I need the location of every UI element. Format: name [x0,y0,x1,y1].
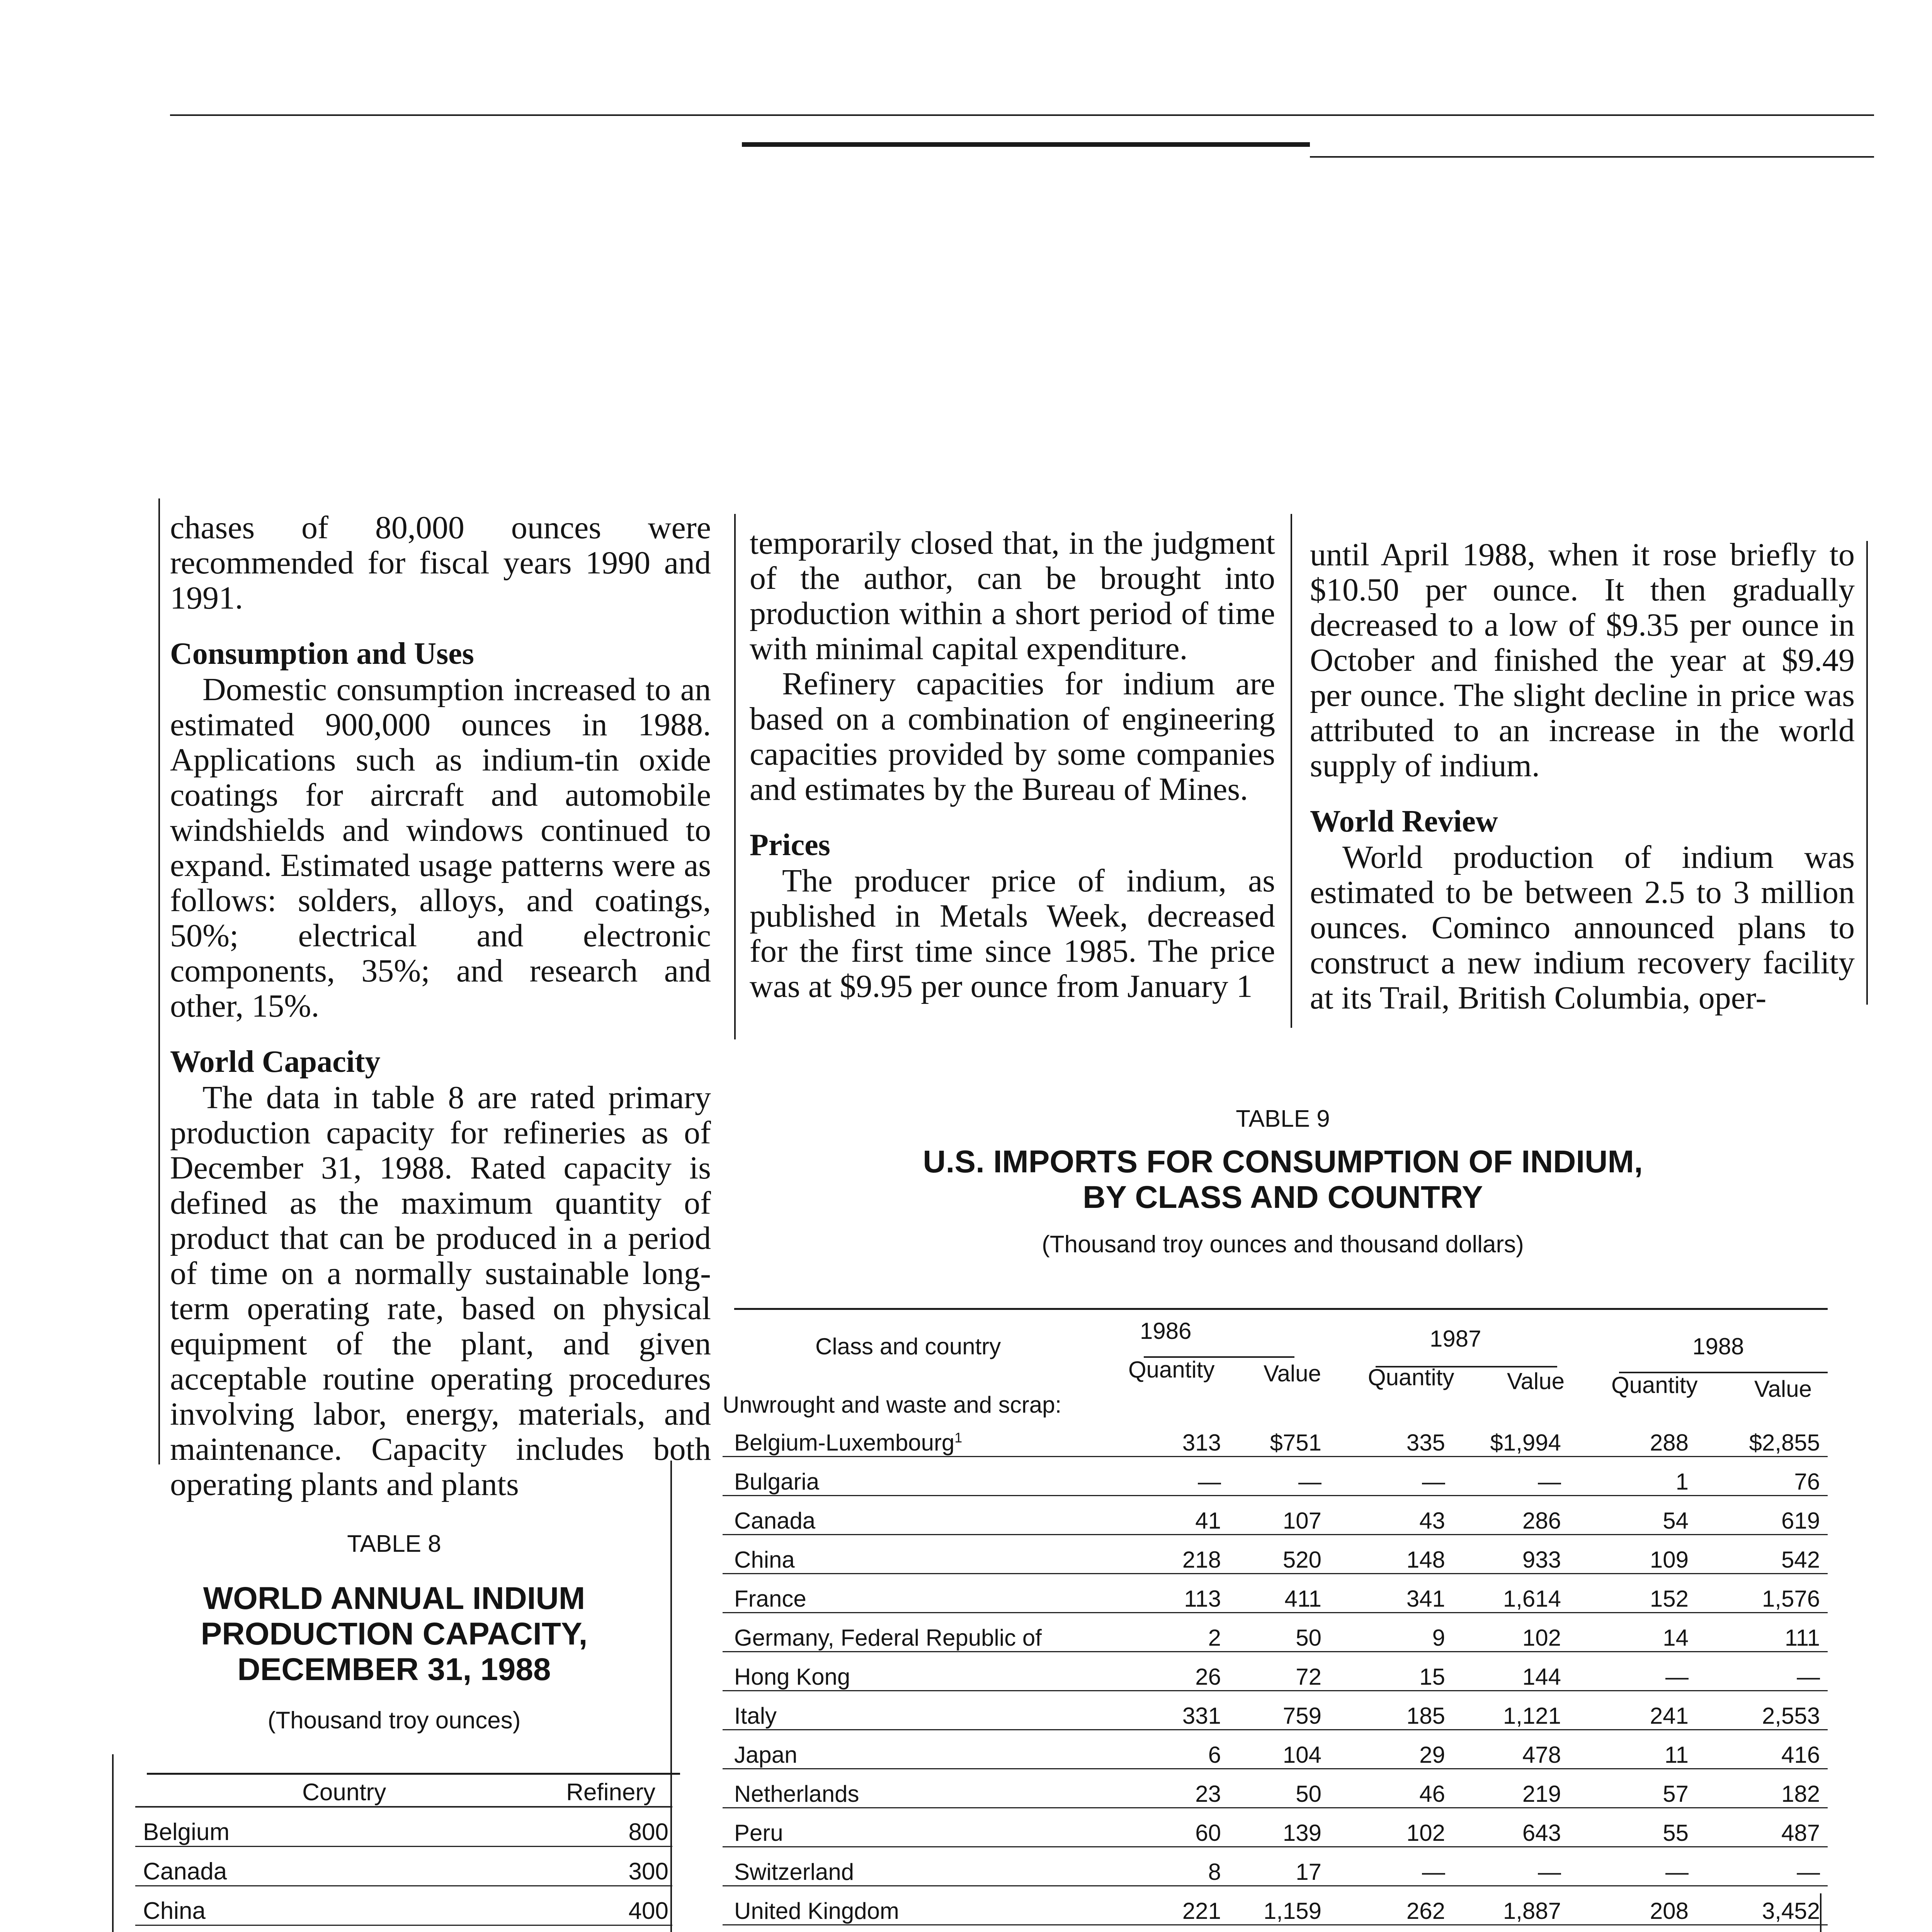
cell-value: 185 [1329,1691,1453,1730]
cell-value: 416 [1696,1730,1828,1769]
cell-value [1569,1925,1696,1932]
paragraph: Domestic consumption increased to an estimated 900,000 ounces in 1988. Applications such as indium-tin oxide coatings for aircraft and automobile windshields and windows continued to expand. Estimated usage patterns were as follows: solders, alloys, and coatings, 50%; electrical and electronic components, 35%; and research and other, 15%. [170,672,711,1024]
table-title-line: BY CLASS AND COUNTRY [1083,1180,1483,1215]
table-row [723,1691,1828,1730]
cell-country: Hong Kong [723,1652,1109,1691]
cell-value: 54 [1569,1496,1696,1535]
column-divider-right [1866,541,1868,1005]
cell-value: 262 [1329,1886,1453,1925]
cell-value: 8 [1109,1847,1229,1886]
cell-value: 139 [1229,1808,1329,1847]
cell-value: 218 [1109,1535,1229,1574]
column-header-class-country: Class and country [815,1333,1001,1359]
cell-value: 11 [1569,1730,1696,1769]
cell-refinery: 800 [545,1807,672,1847]
cell-value: 113 [1109,1574,1229,1613]
cell-country [723,1418,1109,1457]
table-title [128,1581,661,1687]
table-caption: TABLE 9 [1236,1105,1330,1132]
cell-value: 1,159 [1229,1886,1329,1925]
table-unit: (Thousand troy ounces) [267,1707,521,1734]
column-divider-bottom-left [112,1754,114,1932]
cell-value: 55 [1569,1808,1696,1847]
cell-country: Bulgaria [723,1457,1109,1496]
cell-value: 341 [1329,1574,1453,1613]
cell-value: — [1696,1847,1828,1886]
cell-value: 14 [1569,1613,1696,1652]
cell-value: 520 [1229,1535,1329,1574]
cell-value: 41 [1109,1496,1229,1535]
cell-value [1453,1925,1569,1932]
cell-value: 643 [1453,1808,1569,1847]
cell-country: Germany, Federal Republic of [723,1613,1109,1652]
cell-value: 1 [1569,1457,1696,1496]
cell-value [1229,1925,1329,1932]
table-row [723,1535,1828,1574]
section-heading: World Review [1310,804,1498,838]
cell-value [1109,1925,1229,1932]
cell-value: — [1453,1847,1569,1886]
cell-value: 1,614 [1453,1574,1569,1613]
group-label-unwrought: Unwrought and waste and scrap: [723,1392,1062,1418]
year-1986: 1986 [1140,1318,1192,1344]
column-header-value: Value [1754,1376,1812,1402]
cell-value [1696,1925,1828,1932]
cell-value: — [1329,1847,1453,1886]
cell-value: 219 [1453,1769,1569,1808]
cell-value: 933 [1453,1535,1569,1574]
cell-value: 2 [1109,1613,1229,1652]
column-header-refinery: Refinery [545,1776,672,1807]
header-rule-right [1310,156,1874,158]
cell-value: 102 [1453,1613,1569,1652]
text-column-2 [750,526,1275,1004]
cell-value: 208 [1569,1886,1696,1925]
text-column-3 [1310,537,1855,1015]
table-row [723,1574,1828,1613]
cell-value: 107 [1229,1496,1329,1535]
cell-value: — [1229,1457,1329,1496]
cell-value: 109 [1569,1535,1696,1574]
cell-value: — [1569,1652,1696,1691]
cell-value: 331 [1109,1691,1229,1730]
header-rule-thick [742,142,1310,147]
cell-value: 759 [1229,1691,1329,1730]
table-row [723,1652,1828,1691]
cell-country: Switzerland [723,1847,1109,1886]
cell-value: — [1453,1457,1569,1496]
cell-value: $751 [1229,1418,1329,1457]
cell-value: 335 [1329,1418,1453,1457]
table-row [135,1925,672,1932]
country-name: Belgium-Luxembourg [734,1430,955,1456]
cell-value: 72 [1229,1652,1329,1691]
cell-value: 3,452 [1696,1886,1828,1925]
cell-value: 76 [1696,1457,1828,1496]
paragraph: temporarily closed that, in the judgment of the author, can be brought into production within a short period of time with minimal capital expenditure. [750,525,1275,667]
section-heading: World Capacity [170,1045,381,1079]
cell-value: 1,121 [1453,1691,1569,1730]
column-divider-1 [734,514,736,1039]
cell-refinery: 400 [545,1886,672,1925]
table-row [723,1613,1828,1652]
table-8 [135,1776,672,1932]
cell-country: Canada [723,1496,1109,1535]
paragraph: The data in table 8 are rated primary production capacity for refineries as of December 31, 1988. Rated capacity is defined as the maximum quantity of product that can be produced in a period of time on a normally sustainable long-term operating rate, based on physical equipment of the plant, and given acceptable routine operating procedures involving labor, energy, materials, and maintenance. Capacity includes both operating plants and plants [170,1080,711,1502]
column-header-country: Country [135,1776,545,1807]
table-unit: (Thousand troy ounces and thousand dollars) [1042,1231,1524,1258]
table-8-top-rule [147,1773,680,1775]
cell-value: 26 [1109,1652,1229,1691]
cell-value: 104 [1229,1730,1329,1769]
table-9 [723,1391,1828,1932]
cell-value: 542 [1696,1535,1828,1574]
column-header-quantity: Quantity [1611,1372,1698,1398]
cell-value: 50 [1229,1769,1329,1808]
cell-country: Netherlands [723,1769,1109,1808]
cell-country: Italy [723,1691,1109,1730]
paragraph: The producer price of indium, as published in Metals Week, decreased for the first time since 1985. The price was at $9.95 per ounce from January 1 [750,863,1275,1004]
cell-value: — [1109,1457,1229,1496]
table-title [734,1144,1832,1215]
text-column-1 [170,510,711,1502]
cell-country: Japan [723,1730,1109,1769]
table-row [723,1496,1828,1535]
cell-refinery: 300 [545,1847,672,1886]
cell-value: $1,994 [1453,1418,1569,1457]
cell-value: 9 [1329,1613,1453,1652]
cell-value: 144 [1453,1652,1569,1691]
year-1988: 1988 [1692,1333,1744,1359]
table-header-row [135,1776,672,1807]
table-title-line: DECEMBER 31, 1988 [237,1652,551,1687]
cell-value: 2,553 [1696,1691,1828,1730]
table-row [723,1847,1828,1886]
cell-refinery [545,1925,672,1932]
column-header-quantity: Quantity [1128,1357,1215,1383]
cell-value: 288 [1569,1418,1696,1457]
cell-value: 619 [1696,1496,1828,1535]
table-title-line: U.S. IMPORTS FOR CONSUMPTION OF INDIUM, [923,1144,1643,1179]
cell-value: 487 [1696,1808,1828,1847]
cell-country: China [723,1535,1109,1574]
group-row [723,1391,1828,1418]
cell-value: 6 [1109,1730,1229,1769]
cell-value: 46 [1329,1769,1453,1808]
cell-value: 1,576 [1696,1574,1828,1613]
column-divider-left [158,498,160,1464]
cell-country: China [135,1886,545,1925]
column-header-quantity: Quantity [1368,1364,1454,1390]
paragraph: World production of indium was estimated to be between 2.5 to 3 million ounces. Cominco announced plans to construct a new indium recovery facility at its Trail, British Columbia, oper- [1310,839,1855,1016]
section-heading: Consumption and Uses [170,637,474,671]
table-caption: TABLE 8 [347,1531,441,1557]
column-header-value: Value [1264,1361,1321,1386]
paragraph: until April 1988, when it rose briefly to $10.50 per ounce. It then gradually decreased to a low of $9.35 per ounce in October and finished the year at $9.49 per ounce. The slight decline in price was attributed to an increase in the world supply of indium. [1310,537,1855,784]
cell-value: 111 [1696,1613,1828,1652]
cell-value: 1,887 [1453,1886,1569,1925]
cell-value: 286 [1453,1496,1569,1535]
cell-value: 241 [1569,1691,1696,1730]
table-row [135,1886,672,1925]
year-1987: 1987 [1430,1326,1481,1352]
column-header-value: Value [1507,1368,1565,1394]
table-row [135,1847,672,1886]
footnote-ref: 1 [954,1430,963,1446]
cell-total-label [723,1925,1109,1932]
cell-value: 60 [1109,1808,1229,1847]
table-9-block [734,1105,1832,1258]
cell-value: 102 [1329,1808,1453,1847]
table-row [723,1808,1828,1847]
table-row [135,1807,672,1847]
table-title-line: WORLD ANNUAL INDIUM [203,1581,585,1616]
cell-value: 17 [1229,1847,1329,1886]
cell-value [1329,1925,1453,1932]
table-8-block [128,1530,661,1734]
paragraph: chases of 80,000 ounces were recommended for fiscal years 1990 and 1991. [170,510,711,616]
cell-value: 148 [1329,1535,1453,1574]
cell-value: 411 [1229,1574,1329,1613]
cell-value: 15 [1329,1652,1453,1691]
cell-value: $2,855 [1696,1418,1828,1457]
cell-country: Belgium [135,1807,545,1847]
table-row [723,1730,1828,1769]
cell-country: United Kingdom [723,1886,1109,1925]
cell-value: 29 [1329,1730,1453,1769]
table-row [723,1769,1828,1808]
cell-value: — [1329,1457,1453,1496]
cell-value: 313 [1109,1418,1229,1457]
column-divider-2 [1291,514,1292,1028]
cell-country [135,1925,545,1932]
table-title-line: PRODUCTION CAPACITY, [201,1616,588,1651]
cell-value: 182 [1696,1769,1828,1808]
table-total-row [723,1925,1828,1932]
cell-value: 43 [1329,1496,1453,1535]
cell-country: Canada [135,1847,545,1886]
paragraph: Refinery capacities for indium are based on a combination of engineering capacities provided by some companies and estimates by the Bureau of Mines. [750,666,1275,807]
cell-value: 23 [1109,1769,1229,1808]
cell-country: France [723,1574,1109,1613]
table-row [723,1886,1828,1925]
cell-value: 50 [1229,1613,1329,1652]
cell-value: — [1569,1847,1696,1886]
table-row [723,1418,1828,1457]
cell-value: 57 [1569,1769,1696,1808]
cell-value: — [1696,1652,1828,1691]
table-row [723,1457,1828,1496]
cell-country: Peru [723,1808,1109,1847]
header-rule [170,114,1874,116]
cell-value: 478 [1453,1730,1569,1769]
cell-value: 221 [1109,1886,1229,1925]
section-heading: Prices [750,828,830,862]
cell-value: 152 [1569,1574,1696,1613]
